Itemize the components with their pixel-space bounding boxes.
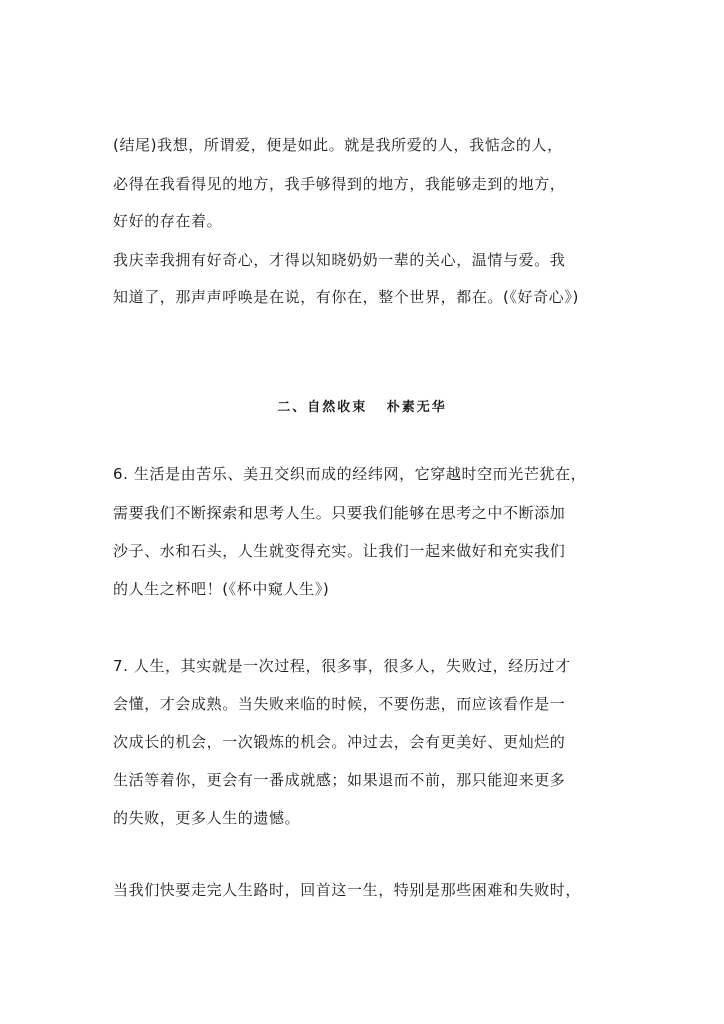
text-line: 需要我们不断探索和思考人生。只要我们能够在思考之中不断添加 (113, 504, 566, 522)
text-line: 6. 生活是由苦乐、美丑交织而成的经纬网，它穿越时空而光芒犹在， (113, 465, 587, 483)
text-line: 知道了，那声声呼唤是在说，有你在，整个世界，都在。(《好奇心》) (113, 288, 579, 306)
text-line: 会懂，才会成熟。当失败来临的时候，不要伤悲，而应该看作是一 (113, 695, 566, 713)
text-line: 好好的存在着。 (113, 212, 223, 230)
text-line: 我庆幸我拥有好奇心，才得以知晓奶奶一辈的关心，温情与爱。我 (113, 251, 566, 269)
text-line: 的人生之杯吧！(《杯中窥人生》) (113, 580, 330, 598)
text-line: 次成长的机会，一次锻炼的机会。冲过去，会有更美好、更灿烂的 (113, 733, 566, 751)
text-line: 沙子、水和石头，人生就变得充实。让我们一起来做好和充实我们 (113, 542, 566, 560)
text-line: 必得在我看得见的地方，我手够得到的地方，我能够走到的地方， (113, 175, 566, 193)
text-line: 的失败，更多人生的遗憾。 (113, 809, 301, 827)
text-line: 生活等着你，更会有一番成就感；如果退而不前，那只能迎来更多 (113, 771, 566, 789)
text-line: 当我们快要走完人生路时，回首这一生，特别是那些困难和失败时， (113, 881, 582, 899)
text-line: 7. 人生，其实就是一次过程，很多事，很多人，失败过，经历过才 (113, 657, 571, 675)
text-line: (结尾)我想，所谓爱，便是如此。就是我所爱的人，我惦念的人， (113, 136, 563, 154)
section-heading: 二、自然收束 朴素无华 (277, 400, 447, 415)
